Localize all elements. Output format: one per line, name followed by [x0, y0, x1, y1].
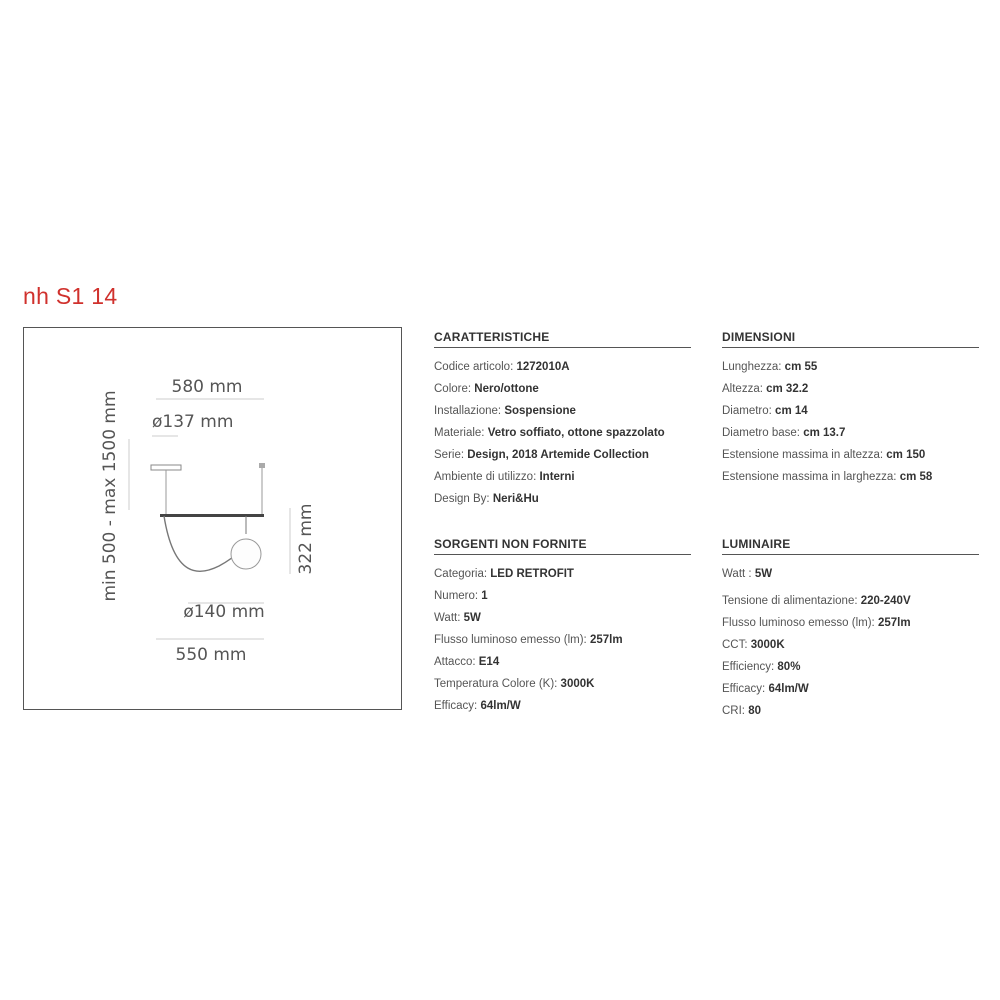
ceiling-canopy: [151, 465, 181, 470]
spec-row: [722, 634, 979, 656]
spec-value: 1: [481, 590, 488, 602]
spec-value: Design, 2018 Artemide Collection: [467, 449, 649, 461]
width-bottom-label: 550 mm: [175, 645, 247, 665]
spec-key: CRI:: [722, 705, 749, 717]
product-title: nh S1 14: [23, 283, 118, 309]
spec-list: [722, 563, 979, 722]
spec-row: [722, 466, 979, 488]
spec-row: [434, 356, 691, 378]
spec-key: Diametro base:: [722, 427, 804, 439]
spec-row: [434, 695, 691, 717]
height-lamp-label: 322 mm: [296, 503, 316, 575]
spec-row: [434, 563, 691, 585]
spec-row: [434, 673, 691, 695]
width-top-label: 580 mm: [171, 377, 243, 397]
spec-row: [434, 651, 691, 673]
spec-value: 220-240V: [860, 595, 911, 607]
spec-value: cm 32.2: [766, 383, 809, 395]
spec-key: Installazione:: [434, 405, 505, 417]
spec-key: Estensione massima in larghezza:: [722, 471, 900, 483]
spec-row: [434, 607, 691, 629]
spec-key: Efficacy:: [722, 683, 769, 695]
spec-value: E14: [478, 656, 500, 668]
spec-value: LED RETROFIT: [490, 568, 574, 580]
spec-value: 64lm/W: [480, 700, 521, 712]
spec-key: Estensione massima in altezza:: [722, 449, 887, 461]
wire-hook: [259, 463, 265, 468]
spec-value: Sospensione: [504, 405, 576, 417]
glass-globe: [231, 539, 261, 569]
spec-row: [722, 678, 979, 700]
spec-row: [722, 422, 979, 444]
spec-row: [722, 612, 979, 634]
spec-row: [434, 466, 691, 488]
section-title: SORGENTI NON FORNITE: [434, 537, 691, 555]
height-range-label: min 500 - max 1500 mm: [100, 390, 120, 602]
spec-key: Watt:: [434, 612, 464, 624]
spec-list: [434, 356, 691, 510]
spec-value: 5W: [754, 568, 773, 580]
spec-value: 257lm: [589, 634, 623, 646]
spec-list: [722, 356, 979, 488]
spec-value: cm 14: [775, 405, 808, 417]
spec-row: [722, 590, 979, 612]
spec-key: Materiale:: [434, 427, 488, 439]
spec-key: Colore:: [434, 383, 475, 395]
spec-row: [722, 563, 979, 585]
spec-value: 80: [748, 705, 761, 717]
spec-value: 3000K: [750, 639, 785, 651]
spec-key: Watt :: [722, 568, 755, 580]
spec-key: Tensione di alimentazione:: [722, 595, 861, 607]
spec-value: Nero/ottone: [474, 383, 539, 395]
spec-row: [434, 400, 691, 422]
spec-value: Vetro soffiato, ottone spazzolato: [487, 427, 665, 439]
spec-row: [434, 378, 691, 400]
spec-key: Temperatura Colore (K):: [434, 678, 561, 690]
spec-row: [434, 444, 691, 466]
spec-key: Flusso luminoso emesso (lm):: [722, 617, 878, 629]
spec-row: [722, 700, 979, 722]
spec-row: [722, 378, 979, 400]
spec-list: [434, 563, 691, 717]
spec-value: cm 55: [784, 361, 818, 373]
spec-key: CCT:: [722, 639, 751, 651]
spec-key: Lunghezza:: [722, 361, 785, 373]
spec-value: cm 13.7: [803, 427, 846, 439]
spec-row: [722, 400, 979, 422]
spec-key: Numero:: [434, 590, 482, 602]
spec-key: Flusso luminoso emesso (lm):: [434, 634, 590, 646]
spec-row: [434, 488, 691, 510]
spec-key: Codice articolo:: [434, 361, 517, 373]
section-title: CARATTERISTICHE: [434, 330, 691, 348]
section-sorgenti: [434, 537, 691, 717]
spec-row: [722, 656, 979, 678]
section-title: LUMINAIRE: [722, 537, 979, 555]
spec-key: Categoria:: [434, 568, 491, 580]
spec-key: Ambiente di utilizzo:: [434, 471, 540, 483]
spec-row: [722, 444, 979, 466]
spec-value: 64lm/W: [768, 683, 809, 695]
section-dimensioni: [722, 330, 979, 488]
spec-key: Altezza:: [722, 383, 767, 395]
spec-value: cm 58: [899, 471, 933, 483]
spec-row: [434, 422, 691, 444]
spec-value: Interni: [539, 471, 575, 483]
spec-key: Efficiency:: [722, 661, 778, 673]
spec-key: Diametro:: [722, 405, 776, 417]
spec-value: 1272010A: [516, 361, 570, 373]
spec-value: 5W: [463, 612, 481, 624]
section-luminaire: [722, 537, 979, 722]
section-title: DIMENSIONI: [722, 330, 979, 348]
lamp-diagram: [24, 328, 403, 711]
spec-value: 80%: [777, 661, 801, 673]
diameter-globe-label: ø140 mm: [183, 602, 265, 622]
spec-row: [434, 585, 691, 607]
spec-key: Serie:: [434, 449, 468, 461]
spec-key: Efficacy:: [434, 700, 481, 712]
spec-value: Neri&Hu: [492, 493, 539, 505]
section-caratteristiche: [434, 330, 691, 510]
spec-value: cm 150: [886, 449, 926, 461]
spec-key: Attacco:: [434, 656, 479, 668]
spec-row: [434, 629, 691, 651]
spec-value: 257lm: [877, 617, 911, 629]
technical-drawing: [23, 327, 402, 710]
diameter-top-label: ø137 mm: [152, 412, 234, 432]
spec-key: Design By:: [434, 493, 493, 505]
spec-value: 3000K: [560, 678, 595, 690]
spec-row: [722, 356, 979, 378]
horizontal-bar: [160, 514, 264, 517]
